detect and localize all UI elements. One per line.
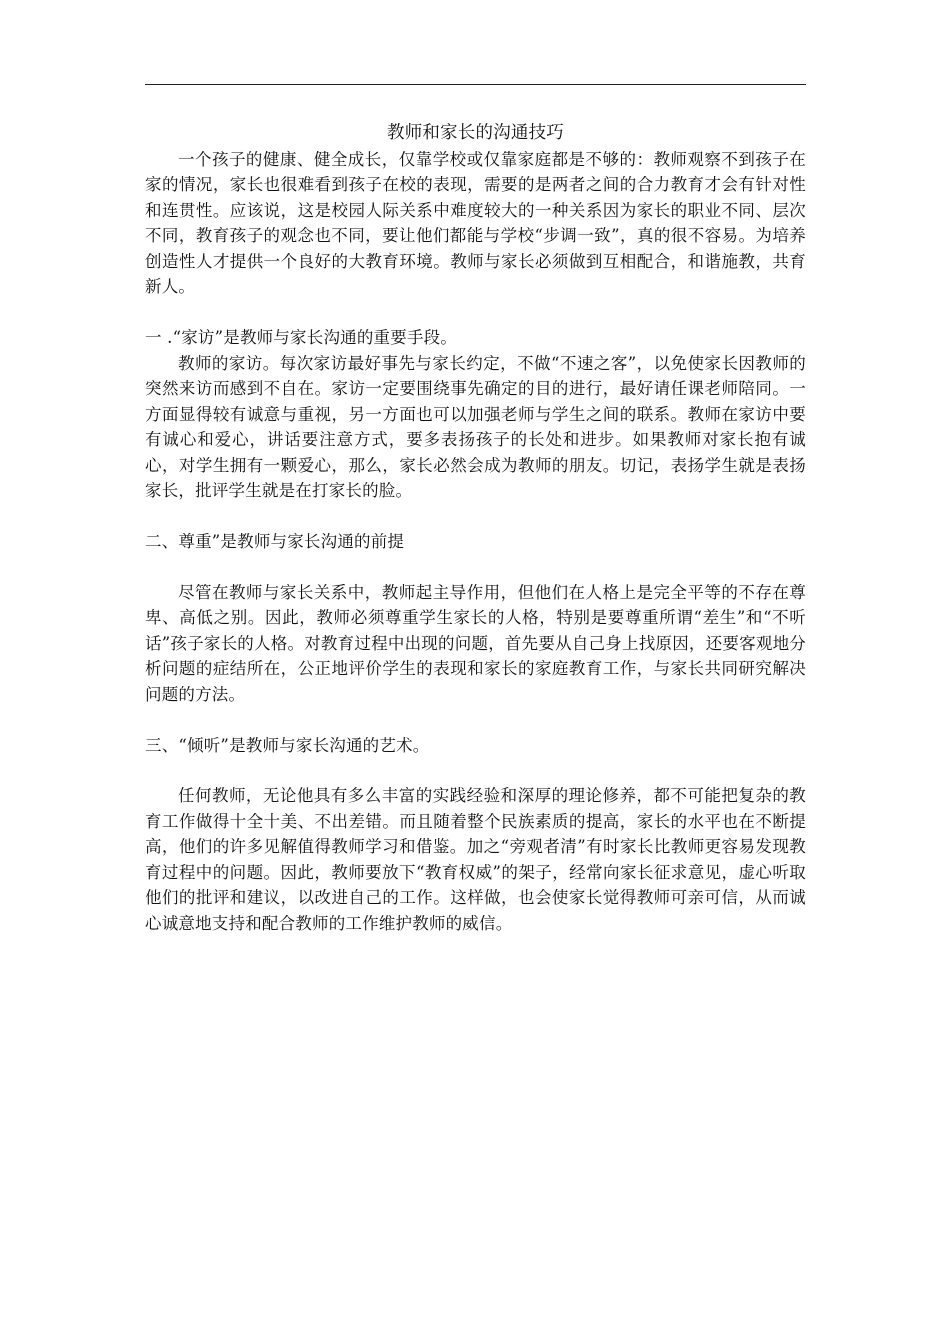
spacer <box>145 504 806 530</box>
section-3-heading: 三、“倾听”是教师与家长沟通的艺术。 <box>145 735 430 755</box>
spacer <box>145 758 806 783</box>
section-1-heading: 一 .“家访”是教师与家长沟通的重要手段。 <box>145 328 458 347</box>
section-2-heading: 二、尊重”是教师与家长沟通的前提 <box>145 532 405 551</box>
intro-paragraph: 一个孩子的健康、健全成长，仅靠学校或仅靠家庭都是不够的：教师观察不到孩子在家的情况，家长也很难看到孩子在校的表现，需要的是两者之间的合力教育才会有针对性和连贯性。应该说，这是校园人际关系中难度较大的一种关系因为家长的职业不同、层次不同，教育孩子的观念也不同，要让他们都能与学校“步调一致”，真的很不容易。为培养创造性人才提供一个良好的大教育环境。教师与家长必须做到互相配合，和谐施教，共育新人。 <box>145 149 806 296</box>
spacer <box>145 300 806 326</box>
document-content <box>145 121 806 936</box>
document-title: 教师和家长的沟通技巧 <box>387 123 564 143</box>
spacer <box>145 707 806 733</box>
section-2-body: 尽管在教师与家长关系中，教师起主导作用，但他们在人格上是完全平等的不存在尊卑、高低之别。因此，教师必须尊重学生家长的人格，特别是要尊重所谓“差生”和“不听话”孩子家长的人格。对教育过程中出现的问题，首先要从自己身上找原因，还要客观地分析问题的症结所在，公正地评价学生的表现和家长的家庭教育工作，与家长共同研究解决问题的方法。 <box>145 582 806 704</box>
spacer <box>145 555 806 580</box>
header-rule <box>145 84 806 85</box>
section-1-body: 教师的家访。每次家访最好事先与家长约定，不做“不速之客”，以免使家长因教师的突然来访而感到不自在。家访一定要围绕事先确定的目的进行，最好请任课老师陪同。一方面显得较有诚意与重视，另一方面也可以加强老师与学生之间的联系。教师在家访中要有诚心和爱心，讲话要注意方式，要多表扬孩子的长处和进步。如果教师对家长抱有诚心，对学生拥有一颗爱心，那么，家长必然会成为教师的朋友。切记，表扬学生就是表扬家长，批评学生就是在打家长的脸。 <box>145 353 806 500</box>
section-3-body: 任何教师，无论他具有多么丰富的实践经验和深厚的理论修养，都不可能把复杂的教育工作做得十全十美、不出差错。而且随着整个民族素质的提高，家长的水平也在不断提高，他们的许多见解值得教师学习和借鉴。加之“旁观者清”有时家长比教师更容易发现教育过程中的问题。因此，教师要放下“教育权威”的架子，经常向家长征求意见，虚心听取他们的批评和建议，以改进自己的工作。这样做，也会使家长觉得教师可亲可信，从而诚心诚意地支持和配合教师的工作维护教师的威信。 <box>145 786 806 933</box>
